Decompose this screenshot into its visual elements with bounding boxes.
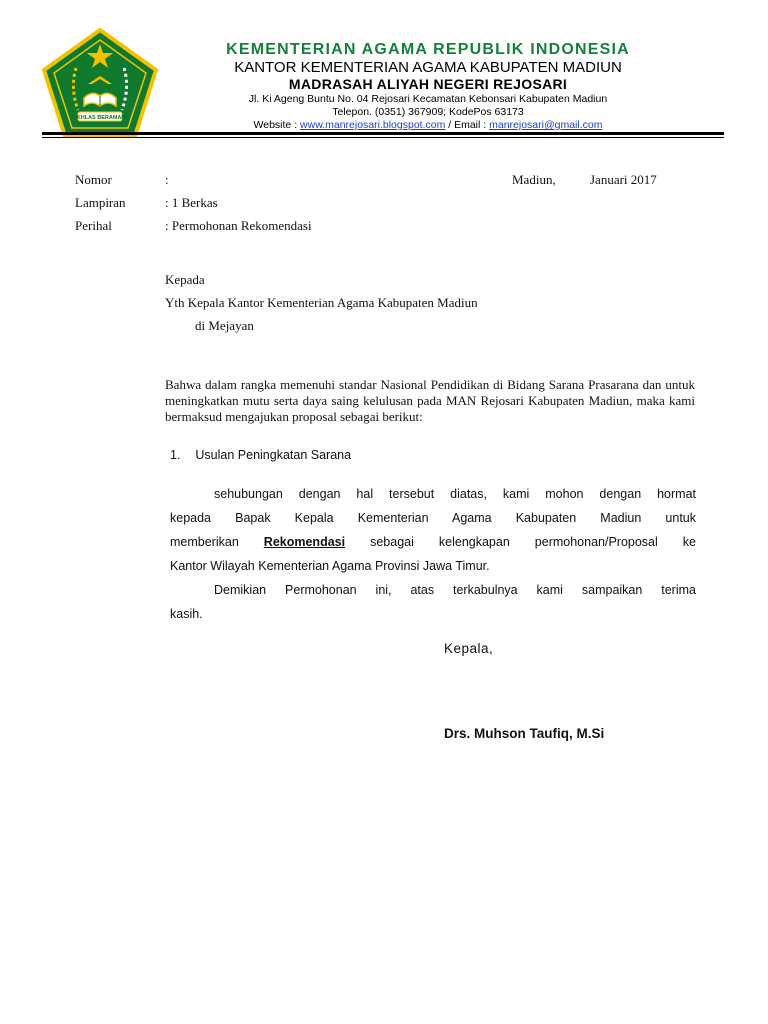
body-paragraph: [170, 482, 696, 626]
email-link[interactable]: manrejosari@gmail.com: [489, 119, 603, 131]
school-address: Jl. Ki Ageng Buntu No. 04 Rejosari Kecamatan Kebonsari Kabupaten Madiun: [248, 93, 608, 105]
website-link[interactable]: www.manrejosari.blogspot.com: [300, 119, 446, 131]
lampiran-value: : 1 Berkas: [165, 195, 218, 210]
nomor-label: Nomor: [75, 172, 112, 187]
ministry-name: KEMENTERIAN AGAMA REPUBLIK INDONESIA: [226, 41, 630, 58]
body-line-2: kepada Bapak Kepala Kementerian Agama Kabupaten Madiun untuk: [170, 511, 696, 525]
school-name: MADRASAH ALIYAH NEGERI REJOSARI: [288, 76, 568, 92]
recipient-addressee: Yth Kepala Kantor Kementerian Agama Kabupaten Madiun: [165, 295, 478, 310]
list-text: Usulan Peningkatan Sarana: [195, 448, 352, 462]
letter-date: Januari 2017: [590, 172, 657, 187]
emblem-motto: IKHLAS BERAMAL: [75, 115, 125, 121]
body-line-3: memberikan Rekomendasi sebagai kelengkapan permohonan/Proposal ke: [170, 535, 696, 549]
body-line-4: Kantor Wilayah Kementerian Agama Provinsi Jawa Timur.: [170, 559, 490, 573]
perihal-label: Perihal: [75, 218, 112, 233]
rekomendasi-emphasis: Rekomendasi: [263, 535, 346, 549]
body-line-5: Demikian Permohonan ini, atas terkabulnya kami sampaikan terima: [214, 583, 696, 597]
signature-title: Kepala,: [444, 641, 494, 656]
signer-name: Drs. Muhson Taufiq, M.Si: [444, 726, 605, 741]
office-name: KANTOR KEMENTERIAN AGAMA KABUPATEN MADIUN: [234, 59, 622, 76]
perihal-value: : Permohonan Rekomendasi: [165, 218, 312, 233]
intro-paragraph: Bahwa dalam rangka memenuhi standar Nasional Pendidikan di Bidang Sarana Prasarana dan untuk meningkatkan mutu serta daya saing kelulusan pada MAN Rejosari Kabupaten Madiun, maka kami bermaksud mengajukan proposal sebagai berikut:: [165, 377, 695, 424]
school-phone: Telepon. (0351) 367909; KodePos 63173: [332, 106, 524, 118]
nomor-value: :: [165, 172, 169, 187]
recipient-salutation: Kepada: [165, 272, 205, 287]
website-label: Website :: [253, 119, 301, 131]
letterhead-text: [160, 40, 696, 132]
list-number: 1.: [170, 448, 181, 462]
ministry-emblem-icon: [42, 28, 158, 140]
letterhead-rule-thick: [42, 132, 724, 135]
list-item: [170, 447, 351, 463]
body-line-1: sehubungan dengan hal tersebut diatas, kami mohon dengan hormat: [214, 487, 696, 501]
letterhead-rule-thin: [42, 137, 724, 138]
contact-line: [160, 119, 696, 132]
recipient-location: di Mejayan: [195, 318, 254, 333]
letter-city: Madiun,: [512, 172, 556, 187]
body-line-6: kasih.: [170, 607, 203, 621]
lampiran-label: Lampiran: [75, 195, 126, 210]
email-label: / Email :: [445, 119, 490, 131]
